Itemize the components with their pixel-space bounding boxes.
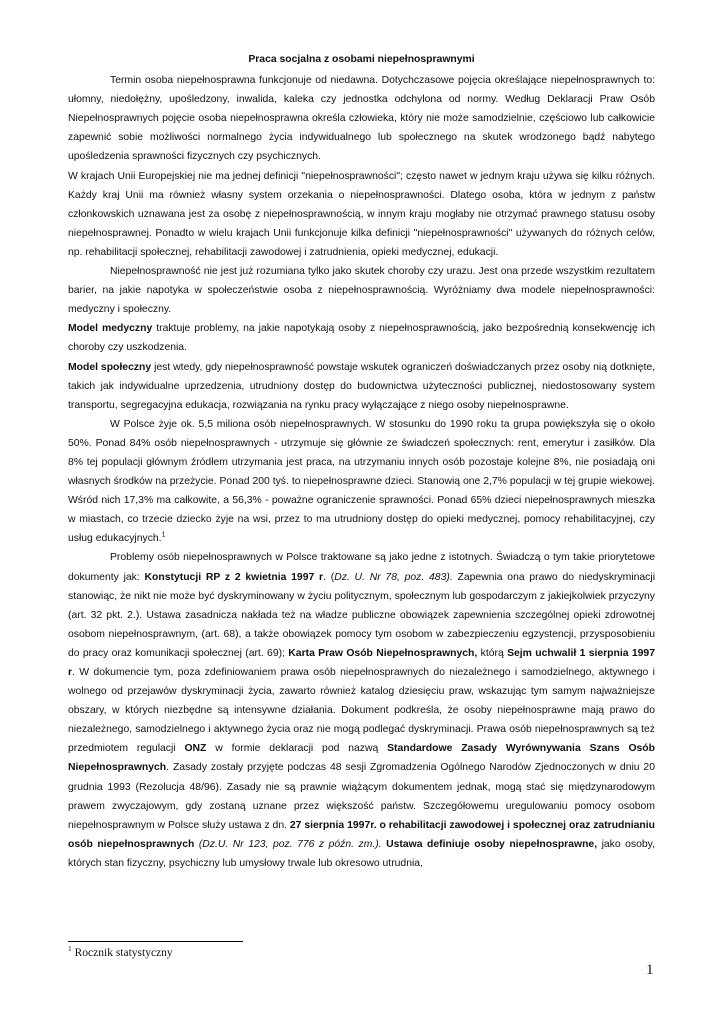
standard-rules-reference: Standardowe Zasady Wyrównywania Szans Osób Niepełnosprawnych	[68, 743, 655, 774]
document-body	[68, 50, 655, 873]
legal-text: jako osoby, których stan fizyczny, psychiczny lub umysłowy trwale lub okresowo utrudnia,	[68, 838, 655, 869]
paragraph-models-intro: Niepełnosprawność nie jest już rozumiana tylko jako skutek choroby czy urazu. Jest ona przede wszystkim rezultatem barier, na jakie napotyka w społeczeństwie osoba z niepełnosprawnością. Wyróżniamy dwa modele niepełnosprawności: medyczny i społeczny.	[68, 266, 655, 316]
footnote-separator	[68, 941, 243, 942]
footnote-number: 1	[68, 944, 72, 954]
sejm-reference: Sejm uchwalił 1 sierpnia 1997 r	[68, 647, 655, 678]
footnote-reference[interactable]: 1	[161, 531, 166, 539]
act-reference: 27 sierpnia 1997r. o rehabilitacji zawodowej i społecznej oraz zatrudnianiu osób niepełnosprawnych	[68, 819, 655, 850]
journal-citation: Dz. U. Nr 78, poz. 483).	[334, 571, 453, 583]
term-medical-model: Model medyczny	[68, 323, 153, 335]
paragraph-social-model	[68, 358, 655, 415]
social-model-text: jest wtedy, gdy niepełnosprawność powstaje wskutek ograniczeń doświadczanych przez osoby nią dotknięte, takich jak indywidualne uprzedzenia, utrudniony dostęp do budownictwa użyteczności publicznej, niedostosowany system transportu, segregacyjna edukacja, rozwiązania na rynku pracy wyłączające z niego osoby niepełnosprawne.	[68, 361, 655, 411]
footnote-text: Rocznik statystyczny	[71, 947, 173, 959]
constitution-reference: Konstytucji RP z 2 kwietnia 1997 r	[144, 571, 324, 583]
paragraph-eu-definitions: W krajach Unii Europejskiej nie ma jednej definicji "niepełnosprawności"; często nawet w jednym kraju używa się kilku różnych. Każdy kraj Unii ma również własny system orzekania o niepełnosprawności. Dlatego osoba, która w jednym z państw członkowskich uznawana jest za osobę z niepełnosprawnością, w innym kraju mogłaby nie otrzymać prawnego statusu osoby niepełnosprawnej. Ponadto w wielu krajach Unii funkcjonuje kilka definicji "niepełnosprawności" używanych do różnych celów, np. rehabilitacji społecznej, rehabilitacji zawodowej i zatrudnienia, opieki medycznej, edukacji.	[68, 170, 655, 258]
legal-text: . W dokumencie tym, poza zdefiniowaniem prawa osób niepełnosprawnych do niezależnego i samodzielnego, aktywnego i wolnego od przejawów dyskryminacji życia, zawarto również katalog dziesięciu praw, wskazując tym samym najważniejsze obszary, w których niezbędne są intensywne działania. Dokument podkreśla, że osoby niepełnosprawne mają prawo do niezależnego, samodzielnego i aktywnego życia oraz nie mogą podlegać dyskryminacji. Prawa osób niepełnosprawnych są też przedmiotem regulacji	[68, 667, 655, 755]
footnote	[68, 944, 173, 959]
act-definition-reference: Ustawa definiuje osoby niepełnosprawne,	[386, 838, 598, 850]
legal-text: Problemy osób niepełnosprawnych w Polsce traktowane są jako jedne z istotnych. Świadczą o tym takie priorytetowe dokumenty jak:	[68, 552, 655, 583]
term-social-model: Model społeczny	[68, 361, 152, 373]
document-title: Praca socjalna z osobami niepełnosprawnymi	[248, 54, 475, 65]
onz-reference: ONZ	[184, 743, 207, 755]
paragraph-legal-framework	[68, 548, 655, 873]
legal-text: . Zasady zostały przyjęte podczas 48 sesji Zgromadzenia Ogólnego Narodów Zjednoczonych w dniu 20 grudnia 1993 (Rezolucja 48/96). Zasady nie są prawnie wiążącym dokumentem jednak, mogą stać się międzynarodowym prawem zwyczajowym, gdy zostaną uznane przez większość państw. Szczegółowemu uregulowaniu pomocy osobom niepełnosprawnym w Polsce służy ustawa z dn.	[68, 762, 655, 831]
legal-text: w formie deklaracji pod nazwą	[206, 743, 388, 755]
paragraph-definition: Termin osoba niepełnosprawna funkcjonuje od niedawna. Dotychczasowe pojęcia określające niepełnosprawnych to: ułomny, niedołężny, upośledzony, inwalida, kaleka czy jednostka odchylona od normy. Według Deklaracji Praw Osób Niepełnosprawnych pojęcie osoba niepełnosprawna określa człowieka, który nie może samodzielnie, częściowo lub całkowicie zapewnić sobie możliwości normalnego życia indywidualnego lub społecznego na skutek wrodzonego bądź nabytego upośledzenia sprawności fizycznych czy psychicznych.	[68, 75, 655, 163]
medical-model-text: traktuje problemy, na jakie napotykają osoby z niepełnosprawnością, jako bezpośrednią konsekwencję ich choroby czy uszkodzenia.	[68, 323, 655, 354]
statistics-text: W Polsce żyje ok. 5,5 miliona osób niepełnosprawnych. W stosunku do 1990 roku ta grupa powiększyła się o około 50%. Ponad 84% osób niepełnosprawnych - utrzymuje się głównie ze świadczeń społecznych: rent, emerytur i zasiłków. Dla 8% tej populacji głównym źródłem utrzymania jest praca, na utrzymaniu innych osób pozostaje kolejne 8%, nie posiadają oni własnych środków na przeżycie. Ponad 200 tyś. to niepełnosprawne dzieci. Stanowią one 2,7% populacji w tej grupie wiekowej. Wśród nich 17,3% ma całkowite, a 56,3% - poważne ograniczenie sprawności. Ponad 65% dzieci niepełnosprawnych mieszka w miastach, co trzecie dziecko żyje na wsi, przez to ma utrudniony dostęp do opieki medycznej, pomocy rehabilitacyjnej, czy usług edukacyjnych.	[68, 418, 655, 545]
paragraph-statistics	[68, 415, 655, 549]
journal-citation: (Dz.U. Nr 123, poz. 776 z późn. zm.).	[194, 838, 382, 850]
charter-reference: Karta Praw Osób Niepełnosprawnych,	[288, 647, 478, 659]
paragraph-medical-model	[68, 319, 655, 357]
page-number: 1	[646, 962, 654, 978]
legal-text: którą	[477, 647, 508, 659]
legal-text: . (	[323, 571, 335, 583]
legal-text: Zapewnia ona prawo do niedyskryminacji stanowiąc, że nikt nie może być dyskryminowany w życiu politycznym, społecznym lub gospodarczym z jakiejkolwiek przyczyny (art. 32 pkt. 2.). Ustawa zasadnicza nakłada też na władze publiczne obowiązek zapewnienia szczególnej opieki zdrowotnej osobom niepełnosprawnym, (art. 68), a także obowiązek pomocy tym osobom w zabezpieczeniu egzystencji, przysposobieniu do pracy oraz komunikacji społecznej (art. 69);	[68, 571, 655, 659]
